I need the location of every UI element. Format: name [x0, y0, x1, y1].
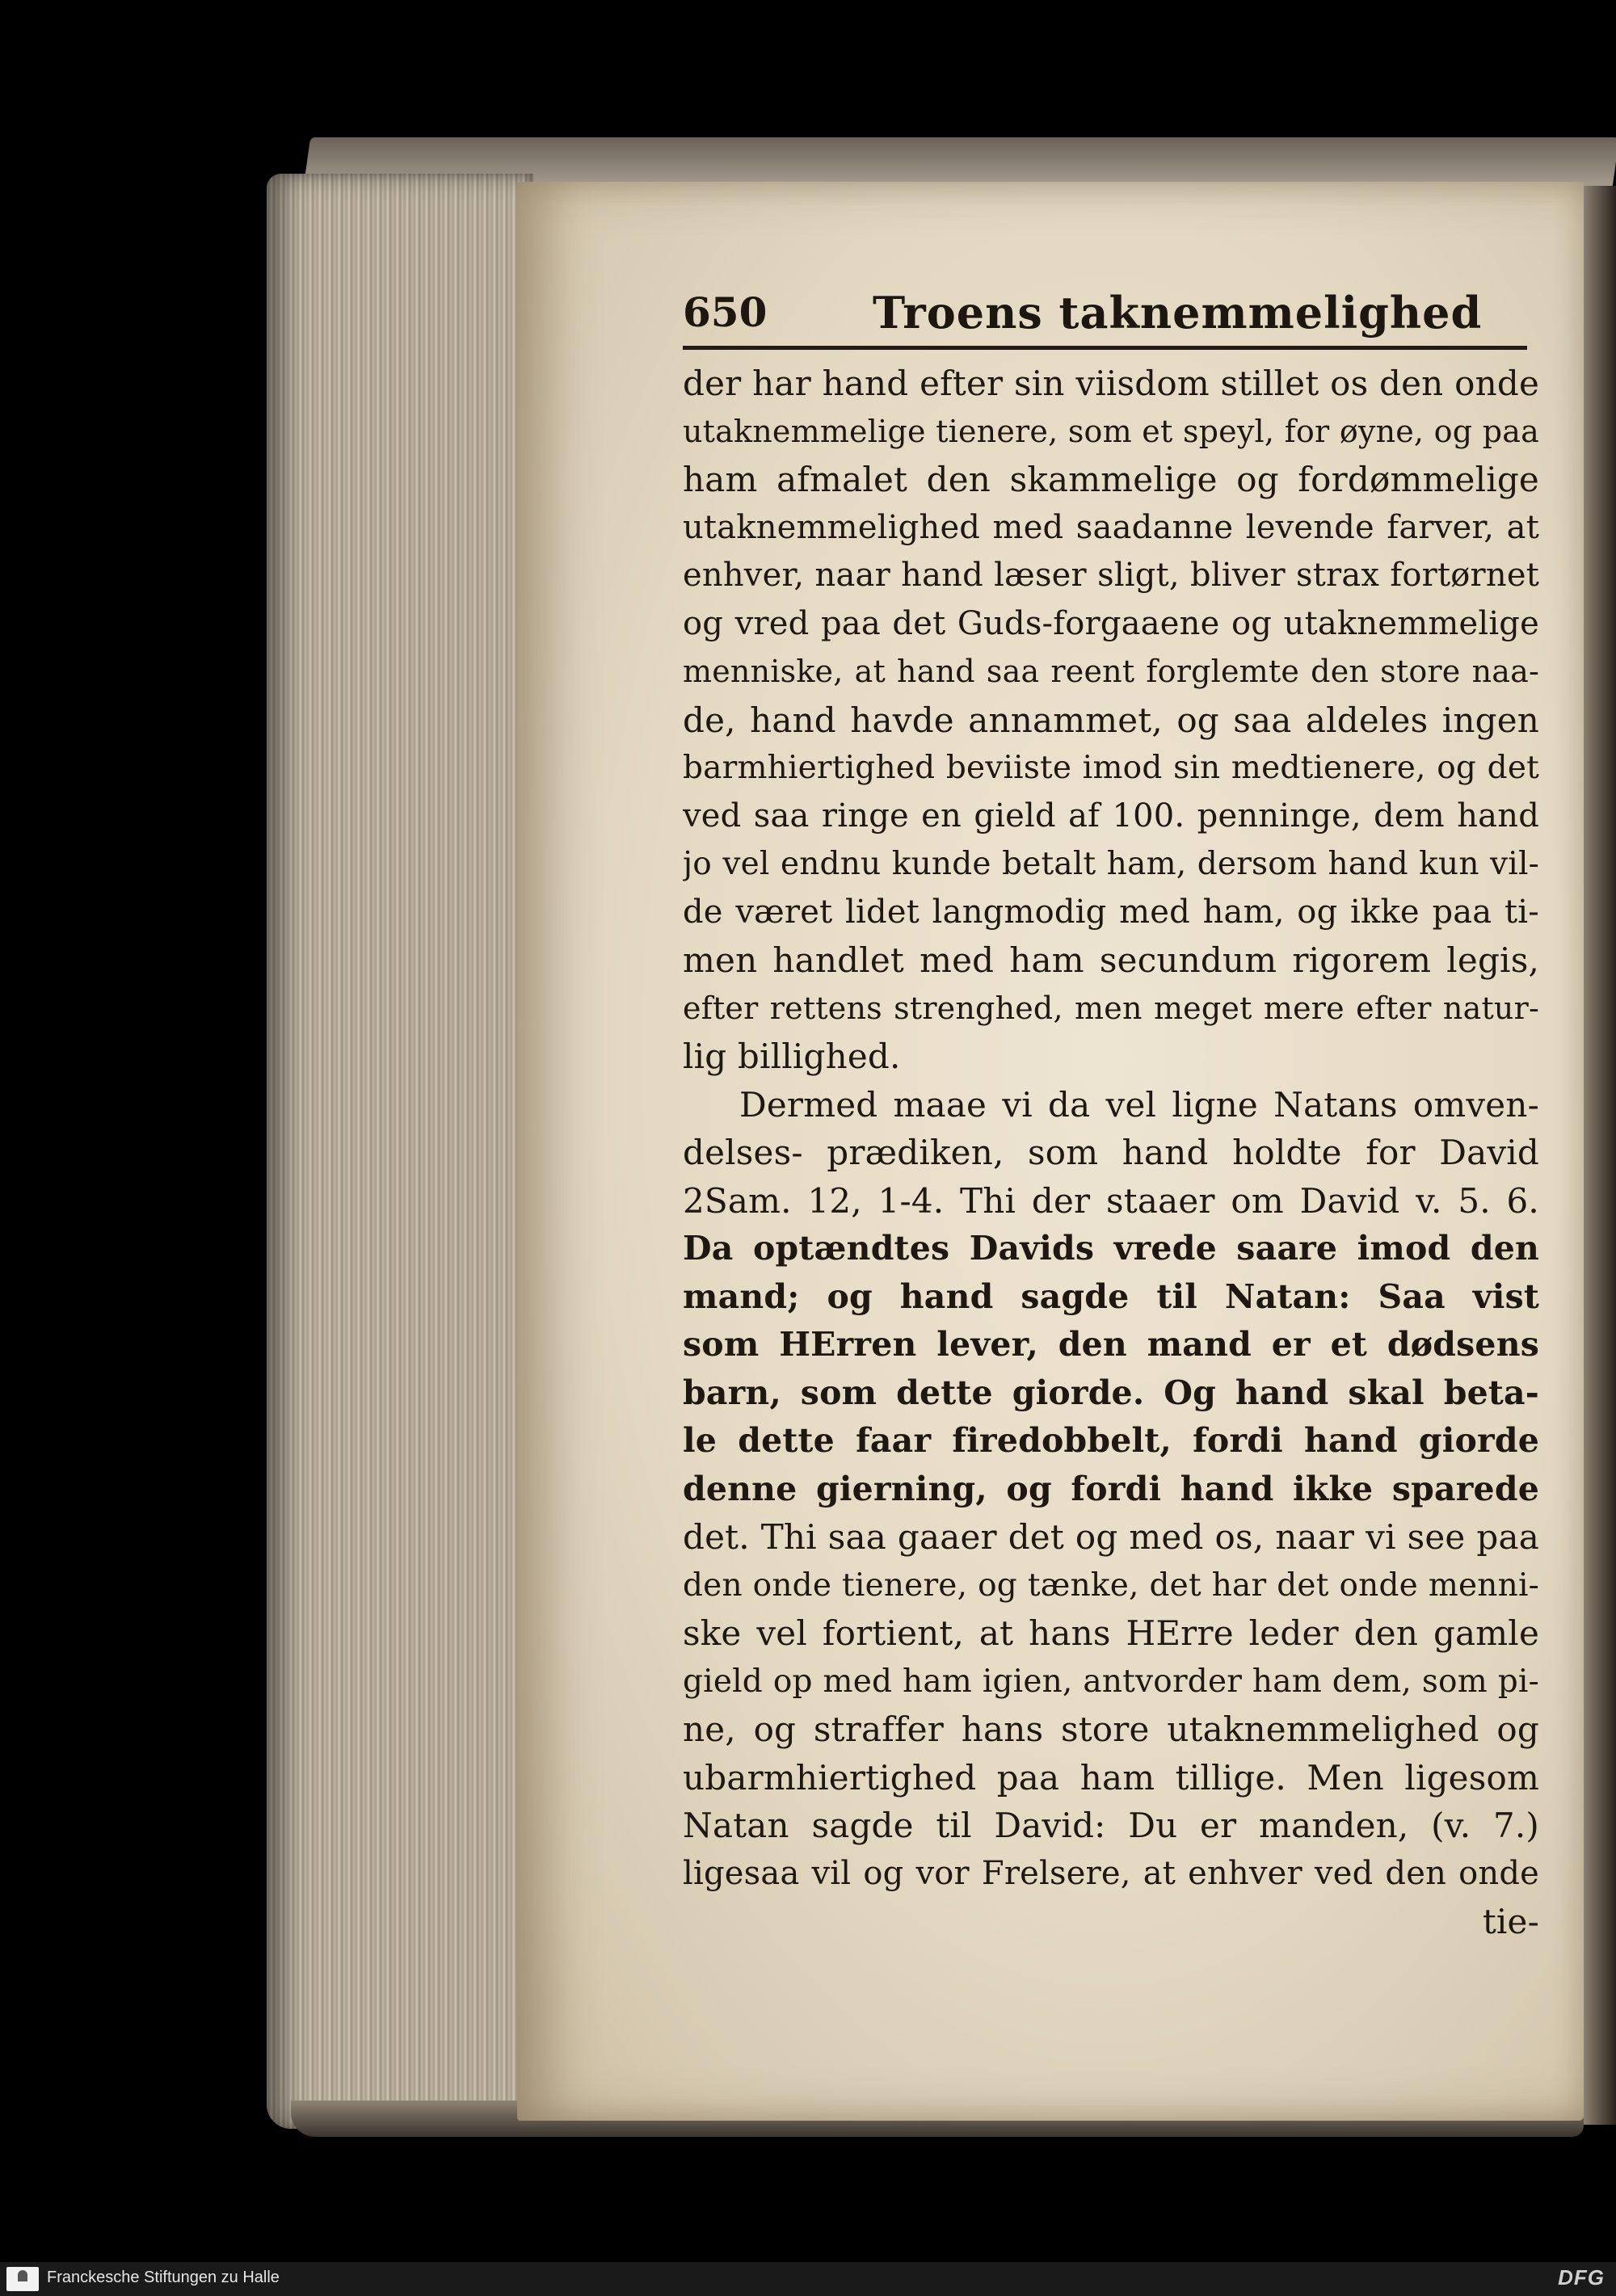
catchword: tie-	[1482, 1902, 1539, 1941]
text-line: der har hand efter sin viisdom stillet os den onde	[683, 364, 1539, 403]
text-line: som HErren lever, den mand er et dødsens	[683, 1325, 1539, 1364]
text-line: delses- prædiken, som hand holdte for David	[683, 1133, 1539, 1172]
page-number: 650	[683, 288, 768, 336]
text-line: le dette faar firedobbelt, fordi hand giorde	[683, 1421, 1539, 1460]
text-line: barmhiertighed beviiste imod sin medtienere, og det	[683, 750, 1539, 786]
institution-logo-icon	[6, 2267, 39, 2291]
text-line: Da optændtes Davids vrede saare imod den	[683, 1229, 1539, 1268]
text-line: og vred paa det Guds-forgaaene og utaknemmelige	[683, 604, 1539, 642]
page-header	[683, 287, 1523, 343]
text-line: ham afmalet den skammelige og fordømmelige	[683, 460, 1539, 499]
text-line: utaknemmelige tienere, som et speyl, for øyne, og paa	[683, 413, 1539, 449]
text-line: jo vel endnu kunde betalt ham, dersom hand kun vil-	[683, 846, 1539, 882]
text-line: ved saa ringe en gield af 100. penninge, dem hand	[683, 797, 1539, 835]
institution-credit: Franckesche Stiftungen zu Halle	[47, 2269, 280, 2286]
text-line: denne gierning, og fordi hand ikke sparede	[683, 1469, 1539, 1508]
text-line: efter rettens strenghed, men meget mere efter natur-	[683, 990, 1539, 1026]
text-line: ne, og straffer hans store utaknemmelighed og	[683, 1709, 1539, 1749]
text-line: ubarmhiertighed paa ham tillige. Men ligesom	[683, 1757, 1539, 1798]
body-text	[683, 360, 1539, 1946]
text-line: men handlet med ham secundum rigorem legis,	[683, 940, 1539, 980]
book-right-edge	[1584, 186, 1616, 2125]
text-line: enhver, naar hand læser sligt, bliver strax fortørnet	[683, 557, 1539, 594]
text-line: barn, som dette giorde. Og hand skal beta-	[683, 1373, 1539, 1412]
dfg-logo: DFG	[1558, 2265, 1605, 2290]
text-line: Natan sagde til David: Du er manden, (v. 7.)	[683, 1806, 1539, 1845]
page-stack-edge	[267, 174, 533, 2129]
text-line: Dermed maae vi da vel ligne Natans omven-	[739, 1084, 1539, 1125]
text-line: ske vel fortient, at hans HErre leder den gamle	[683, 1613, 1539, 1653]
text-line: 2Sam. 12, 1-4. Thi der staaer om David v. 5. 6.	[683, 1180, 1539, 1221]
text-line: mand; og hand sagde til Natan: Saa vist	[683, 1276, 1539, 1316]
text-line: utaknemmelighed med saadanne levende farver, at	[683, 508, 1539, 546]
text-line: det. Thi saa gaaer det og med os, naar vi see paa	[683, 1517, 1539, 1557]
text-line: de, hand havde annammet, og saa aldeles ingen	[683, 700, 1539, 740]
text-line: gield op med ham igien, antvorder ham dem, som pi-	[683, 1663, 1539, 1700]
text-line: den onde tienere, og tænke, det har det onde menni-	[683, 1566, 1539, 1604]
text-line: lig billighed.	[683, 1037, 901, 1076]
text-line: de været lidet langmodig med ham, og ikke paa ti-	[683, 893, 1539, 931]
running-title: Troens taknemmelighed	[873, 287, 1483, 339]
text-line: ligesaa vil og vor Frelsere, at enhver ved den onde	[683, 1854, 1539, 1892]
text-line: menniske, at hand saa reent forglemte den store naa-	[683, 654, 1539, 689]
header-rule	[683, 346, 1527, 350]
